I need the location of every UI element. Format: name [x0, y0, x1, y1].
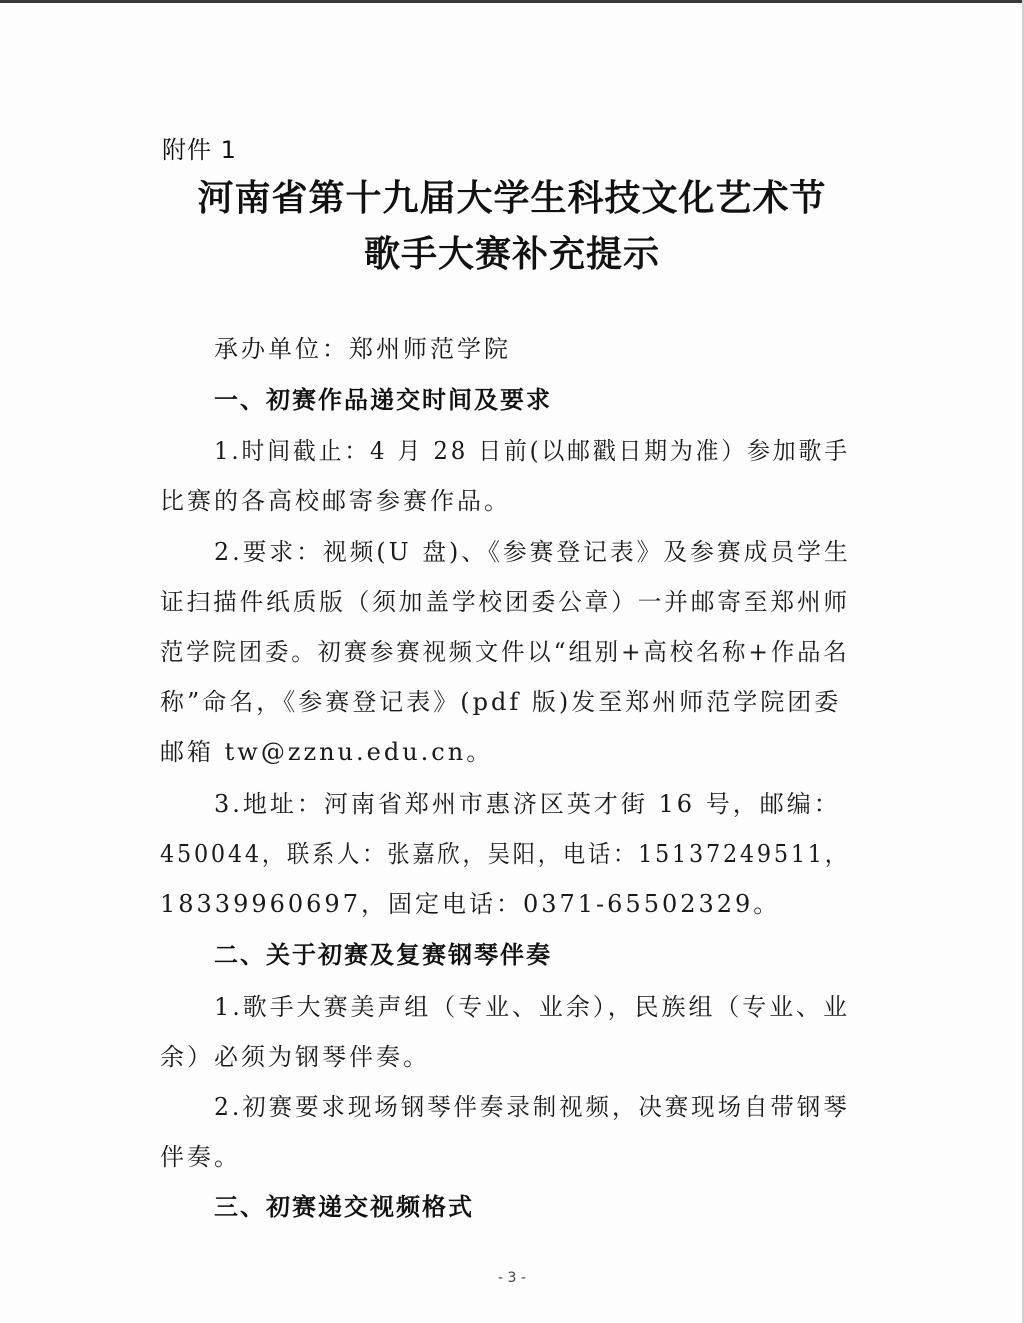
paragraph-line: 1.时间截止：4 月 28 日前(以邮戳日期为准）参加歌手 — [214, 437, 850, 465]
section-heading: 一、初赛作品递交时间及要求 — [214, 386, 552, 414]
paragraph-line: 2.初赛要求现场钢琴伴奏录制视频，决赛现场自带钢琴 — [214, 1093, 850, 1121]
section-heading: 二、关于初赛及复赛钢琴伴奏 — [214, 941, 552, 969]
document-title-line-2: 歌手大赛补充提示 — [363, 233, 660, 275]
document-title-line-1: 河南省第十九届大学生科技文化艺术节 — [197, 177, 827, 219]
page-number: - 3 - — [498, 1270, 526, 1286]
paragraph-line: 称”命名，《参赛登记表》(pdf 版)发至郑州师范学院团委 — [160, 688, 842, 716]
scan-top-edge — [0, 0, 1024, 3]
paragraph-line: 2.要求：视频(U 盘)、《参赛登记表》及参赛成员学生 — [214, 538, 851, 566]
email-line: 邮箱 tw@zznu.edu.cn。 — [160, 738, 494, 766]
organizer-line: 承办单位：郑州师范学院 — [214, 335, 511, 363]
paragraph-line: 范学院团委。初赛参赛视频文件以“组别+高校名称+作品名 — [160, 638, 850, 666]
phone-line: 18339960697，固定电话：0371-65502329。 — [160, 890, 781, 918]
paragraph-line: 余）必须为钢琴伴奏。 — [160, 1043, 430, 1071]
paragraph-line: 证扫描件纸质版（须加盖学校团委公章）一并邮寄至郑州师 — [160, 588, 851, 616]
paragraph-line: 伴奏。 — [160, 1143, 241, 1171]
paragraph-line: 1.歌手大赛美声组（专业、业余），民族组（专业、业 — [214, 993, 850, 1021]
attachment-label: 附件 1 — [162, 136, 237, 164]
contact-line: 450044，联系人：张嘉欣，吴阳，电话：15137249511， — [160, 840, 850, 868]
section-heading: 三、初赛递交视频格式 — [214, 1193, 474, 1221]
paragraph-line: 比赛的各高校邮寄参赛作品。 — [160, 487, 511, 515]
paragraph-line: 3.地址：河南省郑州市惠济区英才街 16 号，邮编： — [214, 790, 841, 818]
